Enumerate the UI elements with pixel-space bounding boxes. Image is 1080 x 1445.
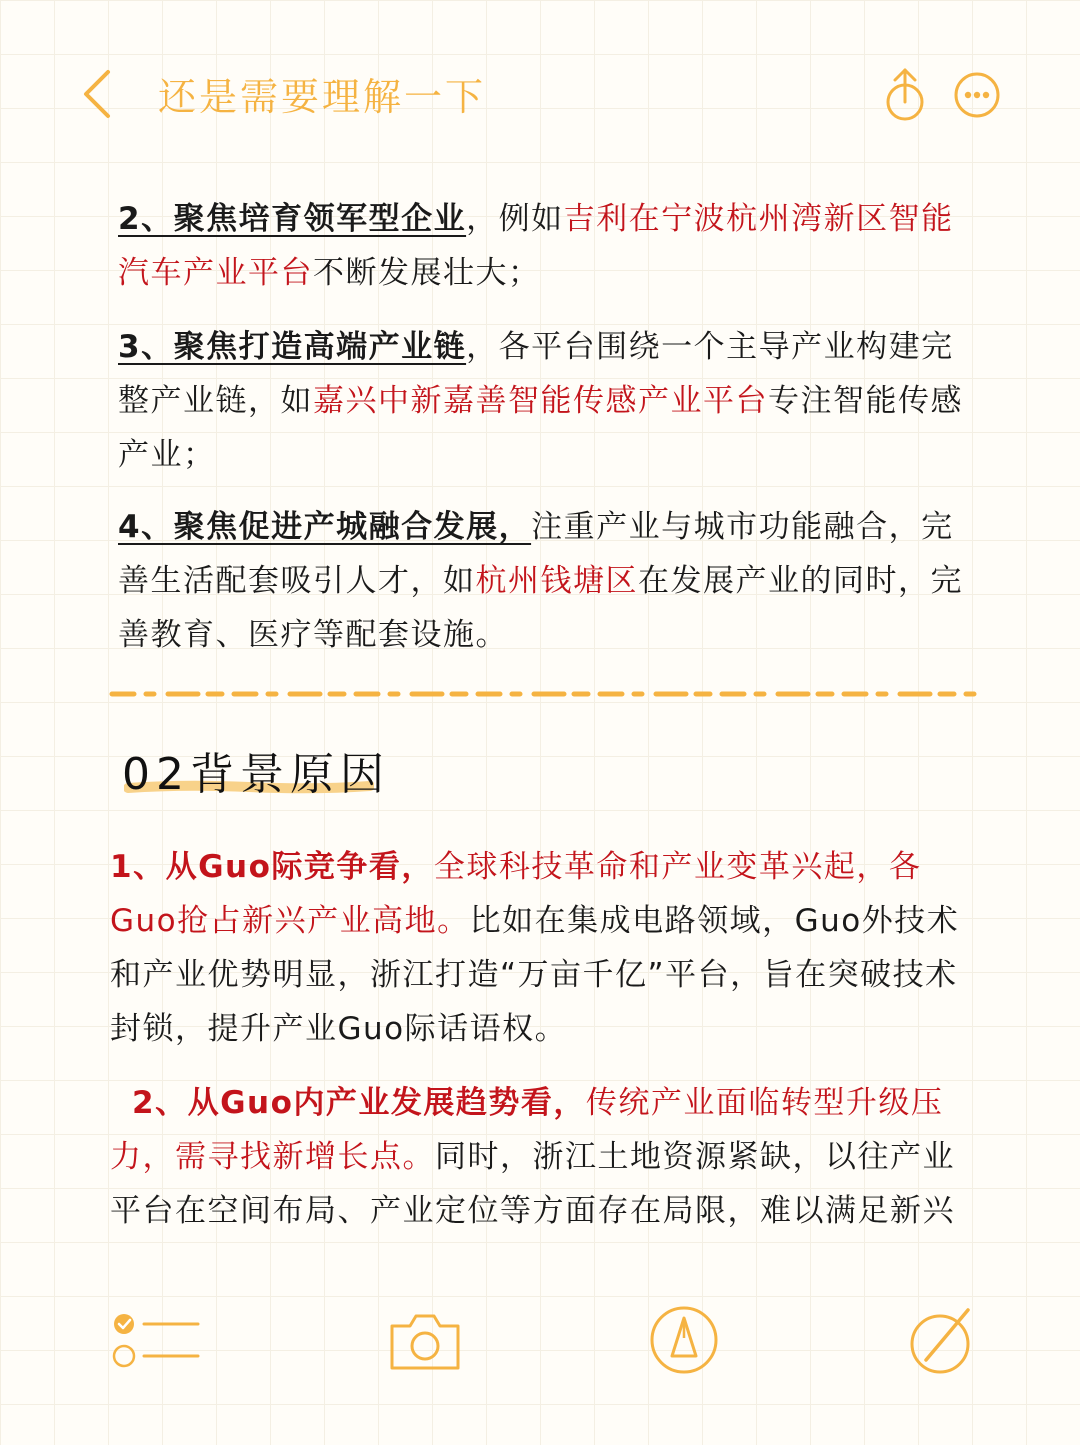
item-lead: 2、从Guo内产业发展趋势看， — [132, 1085, 586, 1121]
background-item-2 — [110, 1076, 970, 1238]
share-icon — [882, 64, 928, 124]
paragraph-text: 在发展产业的同时，完善教育、医疗等配套设施。 — [118, 563, 963, 653]
checklist-button[interactable] — [110, 1308, 202, 1372]
chevron-left-icon — [72, 62, 132, 126]
dashed-divider — [108, 686, 978, 702]
paragraph-text: 注重产业与城市功能融合，完善生活配套吸引人才，如 — [118, 509, 954, 599]
paragraph-text: 不断发展壮大； — [313, 255, 541, 291]
item-lead: 1、从Guo际竞争看， — [110, 849, 434, 885]
checklist-icon — [110, 1308, 202, 1372]
header — [0, 0, 1080, 170]
paragraph-text: ，例如 — [466, 201, 564, 237]
page-title: 还是需要理解一下 — [158, 75, 487, 119]
paragraph-text: 比如在集成电路领域，Guo外技术和产业优势明显，浙江打造“万亩千亿”平台，旨在突破技术封锁，提升产业Guo际话语权。 — [110, 903, 960, 1047]
pen-icon — [648, 1304, 720, 1376]
paragraph-heading: 3、聚焦打造高端产业链 — [118, 329, 467, 365]
highlight-text: 全球科技革命和产业变革兴起，各Guo抢占新兴产业高地。 — [110, 849, 922, 939]
background-item-1 — [110, 840, 970, 1056]
paragraph-text: 同时，浙江土地资源紧缺，以往产业平台在空间布局、产业定位等方面存在局限，难以满足新兴 — [110, 1139, 955, 1229]
edit-icon — [908, 1304, 974, 1376]
paragraph-4 — [118, 500, 978, 662]
pen-button[interactable] — [648, 1304, 720, 1376]
highlight-text: 传统产业面临转型升级压力，需寻找新增长点。 — [110, 1085, 944, 1175]
paragraph-heading: 2、聚焦培育领军型企业 — [118, 201, 467, 237]
paragraph-3 — [118, 320, 978, 482]
camera-icon — [386, 1310, 464, 1374]
more-icon — [952, 70, 1002, 120]
paragraph-text: 专注智能传感产业； — [118, 383, 963, 473]
compose-button[interactable] — [908, 1304, 974, 1376]
highlight-text: 吉利在宁波杭州湾新区智能汽车产业平台 — [118, 201, 954, 291]
back-button[interactable] — [72, 62, 132, 126]
paragraph-heading: 4、聚焦促进产城融合发展， — [118, 509, 532, 545]
highlight-text: 杭州钱塘区 — [475, 563, 638, 599]
paragraph-text: ，各平台围绕一个主导产业构建完整产业链，如 — [118, 329, 954, 419]
more-button[interactable] — [952, 70, 1002, 120]
camera-button[interactable] — [386, 1310, 464, 1374]
highlight-text: 嘉兴中新嘉善智能传感产业平台 — [313, 383, 768, 419]
paragraph-2 — [118, 192, 978, 300]
share-button[interactable] — [882, 64, 928, 124]
section-title: 02背景原因 — [122, 749, 390, 800]
bottom-toolbar — [0, 1290, 1080, 1400]
